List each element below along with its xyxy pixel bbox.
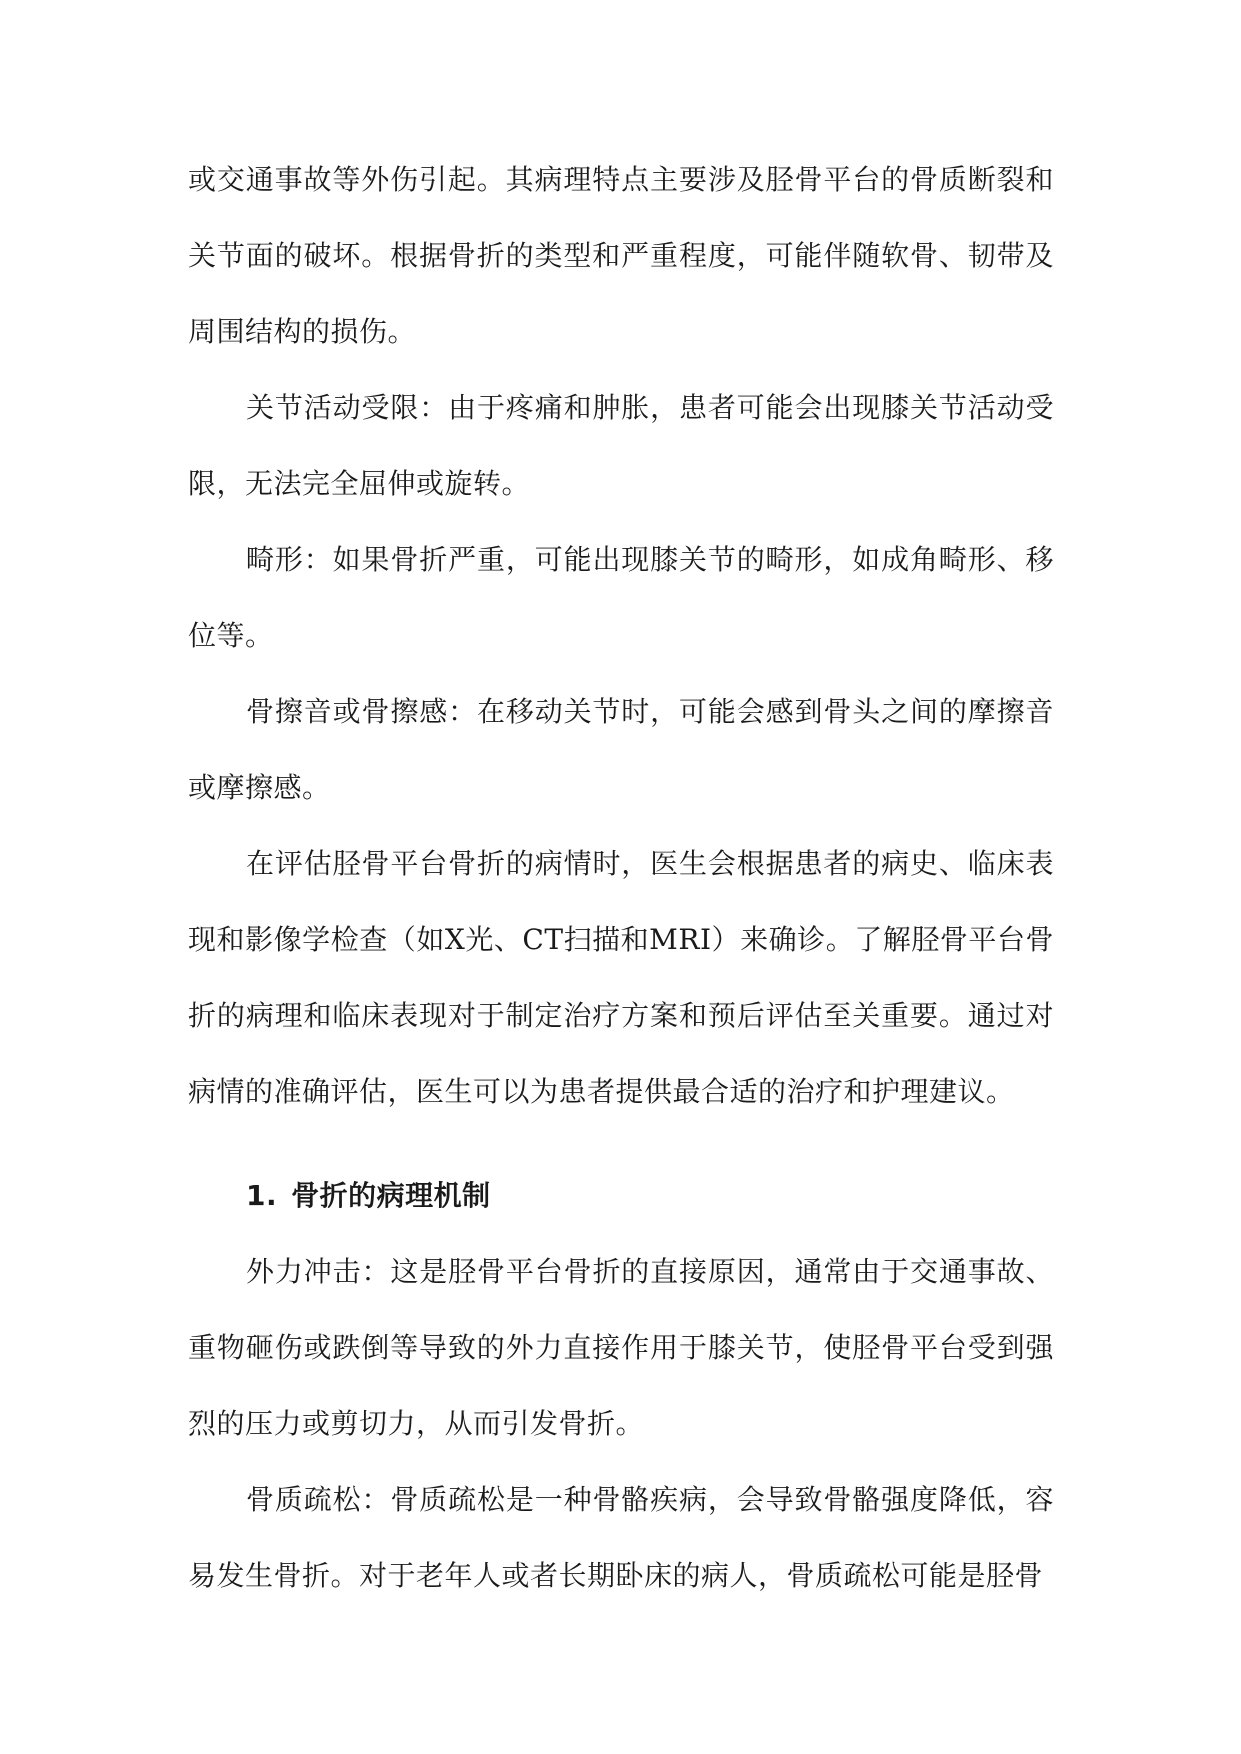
paragraph-bone-crepitus: 骨擦音或骨擦感：在移动关节时，可能会感到骨头之间的摩擦音或摩擦感。 [188,695,1054,804]
paragraph-joint-limitation: 关节活动受限：由于疼痛和肿胀，患者可能会出现膝关节活动受限，无法完全屈伸或旋转。 [188,391,1054,500]
section-heading-title: 骨折的病理机制 [291,1179,491,1212]
paragraph-deformity: 畸形：如果骨折严重，可能出现膝关节的畸形，如成角畸形、移位等。 [188,543,1054,652]
paragraph-osteoporosis: 骨质疏松：骨质疏松是一种骨骼疾病，会导致骨骼强度降低，容易发生骨折。对于老年人或者长期卧床的病人，骨质疏松可能是胫骨 [188,1483,1054,1592]
paragraph-assessment: 在评估胫骨平台骨折的病情时，医生会根据患者的病史、临床表现和影像学检查（如X光、CT扫描和MRI）来确诊。了解胫骨平台骨折的病理和临床表现对于制定治疗方案和预后评估至关重要。通过对病情的准确评估，医生可以为患者提供最合适的治疗和护理建议。 [188,847,1054,1108]
section-heading-number: 1. [246,1179,278,1212]
document-body [188,142,1054,1614]
paragraph-external-force: 外力冲击：这是胫骨平台骨折的直接原因，通常由于交通事故、重物砸伤或跌倒等导致的外力直接作用于膝关节，使胫骨平台受到强烈的压力或剪切力，从而引发骨折。 [188,1255,1054,1440]
section-heading [188,1130,1054,1234]
paragraph-injury-pathology: 或交通事故等外伤引起。其病理特点主要涉及胫骨平台的骨质断裂和关节面的破坏。根据骨折的类型和严重程度，可能伴随软骨、韧带及周围结构的损伤。 [188,163,1054,348]
